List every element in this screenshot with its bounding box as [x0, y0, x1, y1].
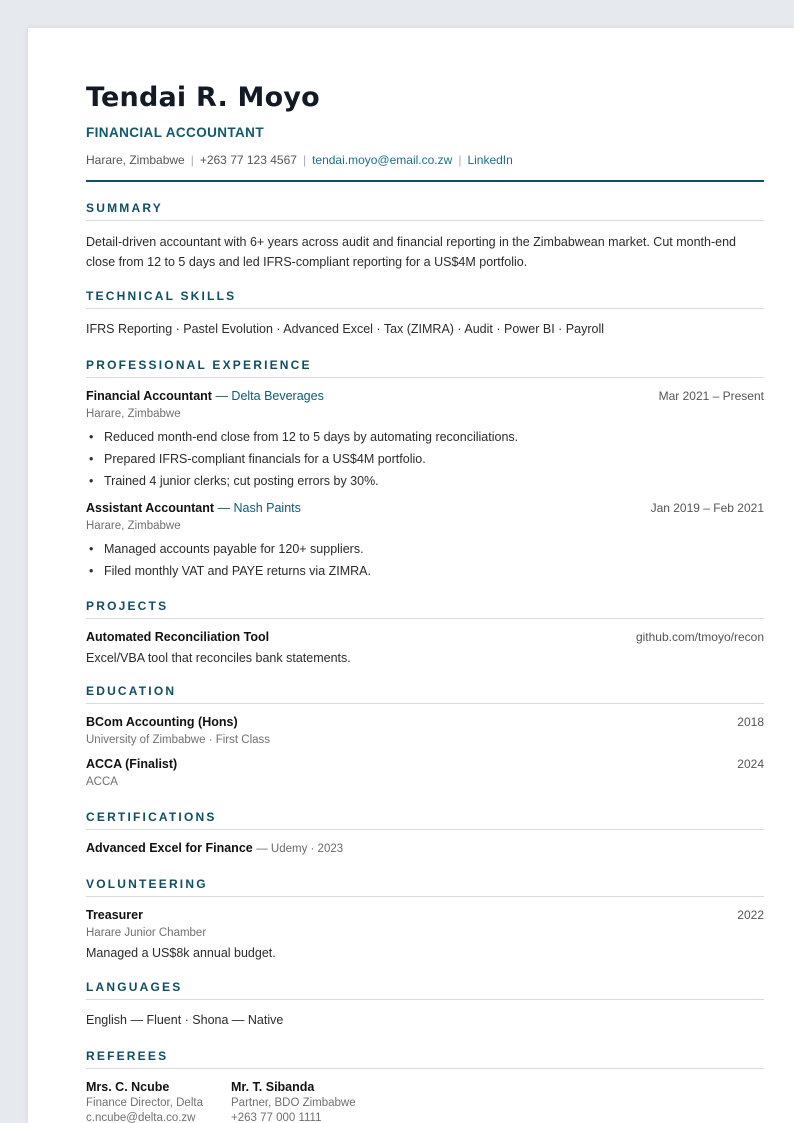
- contact-location: Harare, Zimbabwe: [86, 153, 185, 167]
- project-header: [86, 630, 764, 648]
- resume-page: [28, 28, 794, 1123]
- referee-contact: +263 77 000 1111: [231, 1112, 322, 1123]
- job-bullet: • Prepared IFRS-compliant financials for a US$4M portfolio.: [104, 450, 764, 472]
- job-dates: Jan 2019 – Feb 2021: [650, 501, 764, 515]
- section-heading-experience: PROFESSIONAL EXPERIENCE: [86, 358, 764, 378]
- referee-role: Finance Director, Delta: [86, 1097, 203, 1109]
- referee-card: [86, 1080, 203, 1123]
- volunteering-header: [86, 908, 764, 926]
- project-name: Automated Reconciliation Tool: [86, 630, 270, 644]
- section-heading-languages: LANGUAGES: [86, 980, 764, 1000]
- section-heading-volunteering: VOLUNTEERING: [86, 877, 764, 897]
- education-detail: University of Zimbabwe · First Class: [86, 734, 271, 746]
- job-header: [86, 501, 764, 519]
- project-link[interactable]: github.com/tmoyo/recon: [635, 630, 764, 644]
- section-heading-certifications: CERTIFICATIONS: [86, 810, 764, 830]
- summary-line: Detail-driven accountant with 6+ years across audit and financial reporting in the Zimbabwean market. Cut month-end: [86, 235, 736, 249]
- job-location: Harare, Zimbabwe: [86, 408, 181, 420]
- contact-separator: |: [190, 153, 194, 167]
- job-bullets: [86, 428, 764, 494]
- contact-separator: |: [302, 153, 307, 167]
- job-role: Assistant Accountant: [86, 501, 215, 515]
- section-heading-skills: TECHNICAL SKILLS: [86, 289, 764, 309]
- job-header: [86, 389, 764, 407]
- job-dates: Mar 2021 – Present: [658, 389, 764, 403]
- job-company: — Delta Beverages: [215, 389, 324, 403]
- candidate-name: Tendai R. Moyo: [86, 82, 320, 113]
- referee-contact: c.ncube@delta.co.zw: [86, 1112, 196, 1123]
- contact-line: [86, 153, 513, 167]
- volunteering-description: Managed a US$8k annual budget.: [86, 946, 276, 960]
- job-title-line: [86, 501, 301, 515]
- summary-text: [86, 232, 764, 272]
- referees-list: [86, 1080, 764, 1123]
- job-company: — Nash Paints: [217, 501, 301, 515]
- referee-name: Mrs. C. Ncube: [86, 1080, 170, 1094]
- job-location: Harare, Zimbabwe: [86, 520, 181, 532]
- languages-text: English — Fluent · Shona — Native: [86, 1013, 284, 1027]
- header-divider: [86, 180, 764, 182]
- section-heading-projects: PROJECTS: [86, 599, 764, 619]
- job-title-line: [86, 389, 324, 403]
- contact-linkedin-link[interactable]: LinkedIn: [467, 153, 513, 167]
- candidate-title: FINANCIAL ACCOUNTANT: [86, 125, 264, 140]
- certification-detail: — Udemy · 2023: [256, 843, 344, 855]
- summary-line: close from 12 to 5 days and led IFRS-compliant reporting for a US$4M portfolio.: [86, 255, 528, 269]
- referee-card: [231, 1080, 356, 1123]
- section-heading-referees: REFEREES: [86, 1049, 764, 1069]
- project-description: Excel/VBA tool that reconciles bank statements.: [86, 651, 351, 665]
- education-year: 2024: [737, 757, 764, 771]
- contact-phone: +263 77 123 4567: [199, 153, 297, 167]
- volunteering-year: 2022: [737, 908, 764, 922]
- job-bullet: • Reduced month-end close from 12 to 5 days by automating reconciliations.: [104, 428, 764, 450]
- education-degree: ACCA (Finalist): [86, 757, 178, 771]
- education-degree: BCom Accounting (Hons): [86, 715, 238, 729]
- job-bullet: • Trained 4 junior clerks; cut posting errors by 30%.: [104, 472, 764, 494]
- certification-line: [86, 841, 343, 855]
- section-heading-summary: SUMMARY: [86, 201, 764, 221]
- contact-separator: |: [458, 153, 462, 167]
- education-detail: ACCA: [86, 776, 118, 788]
- education-header: [86, 757, 764, 775]
- certification-item: [86, 841, 764, 859]
- job-bullets: [86, 540, 764, 584]
- referee-name: Mr. T. Sibanda: [231, 1080, 315, 1094]
- education-year: 2018: [737, 715, 764, 729]
- skills-text: IFRS Reporting · Pastel Evolution · Advanced Excel · Tax (ZIMRA) · Audit · Power BI · Payroll: [86, 322, 605, 336]
- referee-role: Partner, BDO Zimbabwe: [231, 1097, 356, 1109]
- contact-email-link[interactable]: tendai.moyo@email.co.zw: [312, 153, 453, 167]
- job-role: Financial Accountant: [86, 389, 212, 403]
- volunteering-org: Harare Junior Chamber: [86, 927, 207, 939]
- education-header: [86, 715, 764, 733]
- job-bullet: • Filed monthly VAT and PAYE returns via ZIMRA.: [104, 562, 764, 584]
- certification-name: Advanced Excel for Finance: [86, 841, 253, 855]
- section-heading-education: EDUCATION: [86, 684, 764, 704]
- volunteering-role: Treasurer: [86, 908, 143, 922]
- job-bullet: • Managed accounts payable for 120+ suppliers.: [104, 540, 764, 562]
